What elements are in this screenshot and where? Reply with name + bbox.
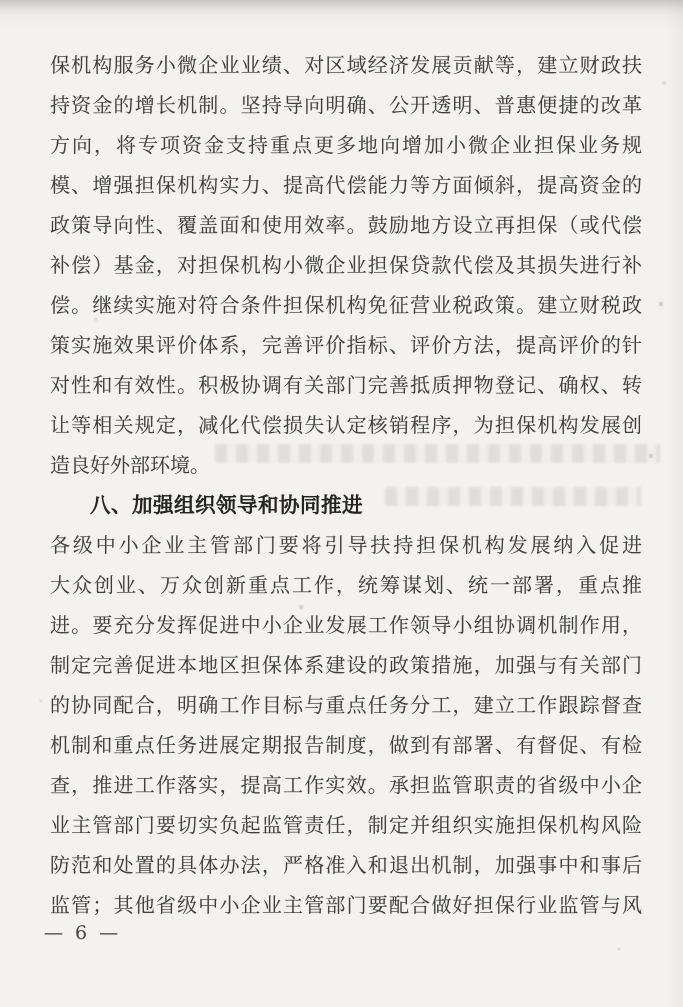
text-line: 策实施效果评价体系，完善评价指标、评价方法，提高评价的针 — [50, 333, 642, 357]
section-paragraph — [50, 525, 642, 925]
text-line: 模、增强担保机构实力、提高代偿能力等方面倾斜，提高资金的 — [50, 173, 642, 197]
text-line: 让等相关规定，减化代偿损失认定核销程序，为担保机构发展创 — [50, 413, 642, 437]
text-line: 业主管部门要切实负起监管责任，制定并组织实施担保机构风险 — [50, 813, 642, 837]
text-line: 大众创业、万众创新重点工作，统筹谋划、统一部署，重点推 — [50, 573, 642, 597]
scan-noise-specks — [0, 0, 2, 2]
text-line: 造良好外部环境。 — [50, 453, 210, 477]
text-line: 政策导向性、覆盖面和使用效率。鼓励地方设立再担保（或代偿 — [50, 213, 642, 237]
text-line: 监管；其他省级中小企业主管部门要配合做好担保行业监管与风 — [50, 893, 642, 917]
page-number: — 6 — — [44, 922, 122, 944]
text-line: 防范和处置的具体办法，严格准入和退出机制，加强事中和事后 — [50, 853, 642, 877]
scan-edge-shadow — [0, 0, 683, 30]
text-line: 进。要充分发挥促进中小企业发展工作领导小组协调机制作用， — [50, 613, 642, 637]
text-line: 保机构服务小微企业业绩、对区域经济发展贡献等，建立财政扶 — [50, 53, 642, 77]
text-line: 方向，将专项资金支持重点更多地向增加小微企业担保业务规 — [50, 133, 642, 157]
text-line: 机制和重点任务进展定期报告制度，做到有部署、有督促、有检 — [50, 733, 642, 757]
text-line: 各级中小企业主管部门要将引导扶持担保机构发展纳入促进 — [50, 533, 642, 557]
text-line: 对性和有效性。积极协调有关部门完善抵质押物登记、确权、转 — [50, 373, 642, 397]
text-line: 查，推进工作落实，提高工作实效。承担监管职责的省级中小企 — [50, 773, 642, 797]
text-block — [50, 45, 642, 925]
text-line: 制定完善促进本地区担保体系建设的政策措施，加强与有关部门 — [50, 653, 642, 677]
paragraph-continuation — [50, 45, 642, 485]
text-line: 补偿）基金，对担保机构小微企业担保贷款代偿及其损失进行补 — [50, 253, 642, 277]
text-line: 持资金的增长机制。坚持导向明确、公开透明、普惠便捷的改革 — [50, 93, 642, 117]
text-line: 的协同配合，明确工作目标与重点任务分工，建立工作跟踪督查 — [50, 693, 642, 717]
section-heading: 八、加强组织领导和协同推进 — [90, 493, 363, 517]
text-line: 偿。继续实施对符合条件担保机构免征营业税政策。建立财税政 — [50, 293, 642, 317]
scan-edge-shadow-right — [665, 0, 683, 1007]
